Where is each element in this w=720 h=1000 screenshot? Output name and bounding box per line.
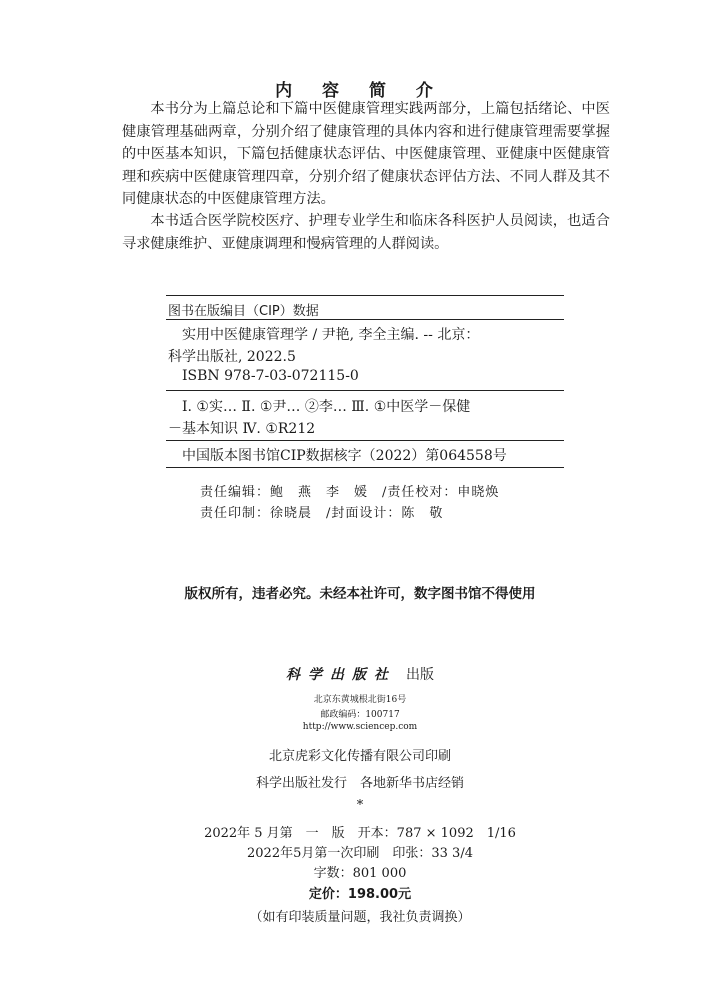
publisher-line [0,664,720,684]
publisher-logo: 科学出版社 [286,667,396,683]
copyright-notice: 版权所有，违者必究。未经本社许可，数字图书馆不得使用 [184,586,536,602]
intro-text-2: 本书适合医学院校医疗、护理专业学生和临床各科医护人员阅读，也适合寻求健康维护、亚健康调理和慢病管理的人群阅读。 [122,213,610,252]
publisher-suffix: 出版 [406,667,434,683]
cip-lower-rule [166,440,564,441]
edition-line: 2022年 5 月第 一 版 开本：787 × 1092 1/16 [204,826,516,841]
publisher-url: http://www.sciencep.com [302,722,418,732]
cip-class-2: －基本知识 Ⅳ. ①R212 [168,421,316,437]
cip-line-1: 实用中医健康管理学 / 尹艳, 李全主编. -- 北京： [182,327,480,343]
separator-star: * [356,798,364,813]
cip-mid-rule [166,390,564,391]
intro-paragraph-1 [122,98,610,211]
cip-class-1: Ⅰ. ①实… Ⅱ. ①尹… ②李… Ⅲ. ①中医学－保健 [182,399,471,415]
cip-heading-rule [166,319,564,320]
cip-line-2: 科学出版社, 2022.5 [168,349,296,365]
page-title: 内 容 简 介 [275,81,445,101]
cip-heading: 图书在版编目（CIP）数据 [168,304,319,319]
price: 定价：198.00元 [308,887,412,902]
cip-bottom-rule [166,467,564,468]
intro-paragraph-2 [122,210,610,255]
editors-line-2: 责任印制：徐晓晨 /封面设计：陈 敬 [200,506,444,521]
editors-line-1: 责任编辑：鲍 燕 李 媛 /责任校对：申晓焕 [200,485,500,500]
printer-line: 北京虎彩文化传播有限公司印刷 [268,749,451,764]
cip-top-rule [166,295,564,296]
cip-record: 中国版本图书馆CIP数据核字（2022）第064558号 [182,448,507,464]
publisher-address: 北京东黄城根北街16号 [313,695,407,705]
publisher-postcode: 邮政编码：100717 [320,710,400,720]
intro-text-1: 本书分为上篇总论和下篇中医健康管理实践两部分，上篇包括绪论、中医健康管理基础两章，分别介绍了健康管理的具体内容和进行健康管理需要掌握的中医基本知识，下篇包括健康状态评估、中医健康管理、亚健康中医健康管理和疾病中医健康管理四章，分别介绍了健康状态评估方法、不同人群及其不同健康状态的中医健康管理方法。 [122,101,610,208]
word-count: 字数：801 000 [313,866,407,881]
cip-isbn: ISBN 978-7-03-072115-0 [182,368,359,384]
printing-line: 2022年5月第一次印刷 印张：33 3/4 [247,846,473,861]
quality-note: （如有印装质量问题，我社负责调换） [249,910,471,925]
distribution-line: 科学出版社发行 各地新华书店经销 [255,776,464,791]
